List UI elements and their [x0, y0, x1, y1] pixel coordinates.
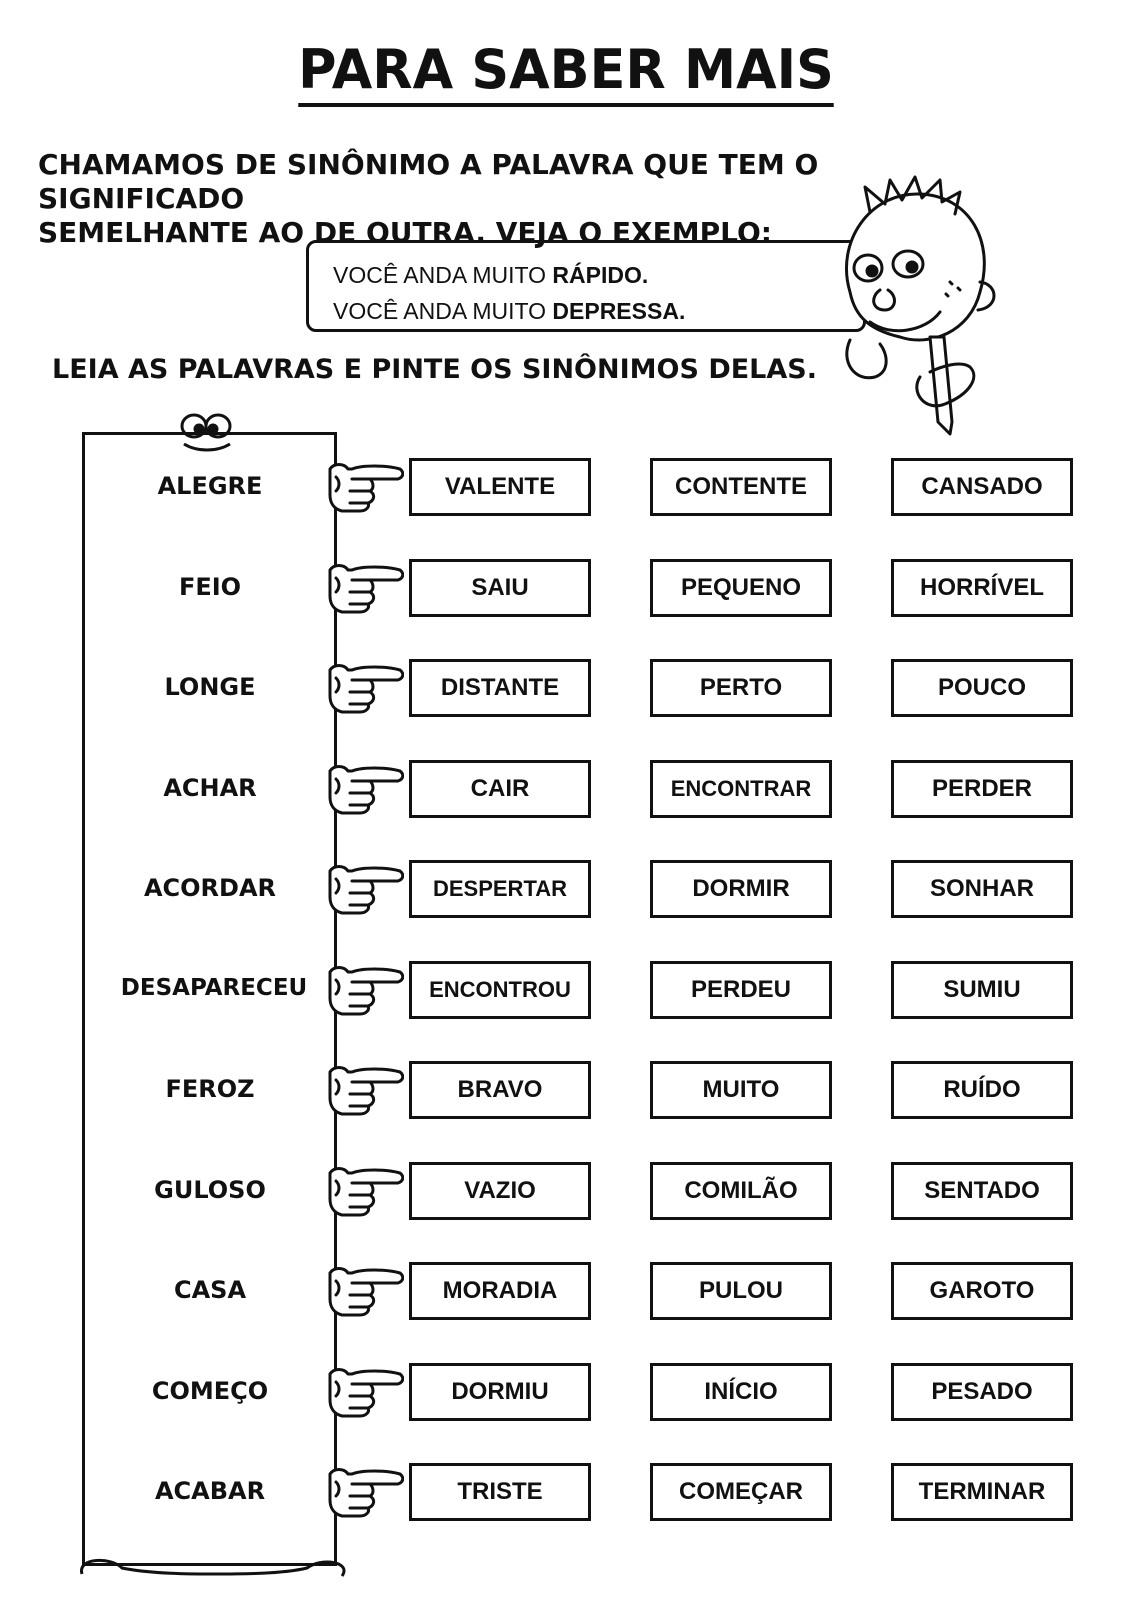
pointing-hand-icon	[326, 459, 404, 513]
pointing-hand-icon	[326, 1464, 404, 1518]
synonym-option-box[interactable]: SONHAR	[891, 860, 1073, 918]
synonym-option-box[interactable]: POUCO	[891, 659, 1073, 717]
pointing-hand-icon	[326, 1062, 404, 1116]
pointing-hand-icon	[326, 1364, 404, 1418]
pointing-hand-icon	[326, 1163, 404, 1217]
target-word: ACORDAR	[143, 874, 277, 902]
synonym-option-box[interactable]: INÍCIO	[650, 1363, 832, 1421]
target-word: FEIO	[178, 572, 242, 601]
intro-line-2: SEMELHANTE AO DE OUTRA. VEJA O EXEMPLO:	[38, 216, 773, 249]
synonym-option-box[interactable]: TERMINAR	[891, 1463, 1073, 1521]
synonym-option-box[interactable]: SUMIU	[891, 961, 1073, 1019]
synonym-option-box[interactable]: PULOU	[650, 1262, 832, 1320]
synonym-option-box[interactable]: DORMIR	[650, 860, 832, 918]
example-line-1-prefix: VOCÊ ANDA MUITO	[333, 262, 553, 288]
synonym-option-box[interactable]: PESADO	[891, 1363, 1073, 1421]
example-line-2-prefix: VOCÊ ANDA MUITO	[333, 298, 553, 324]
target-word: ACABAR	[154, 1477, 266, 1505]
synonym-option-box[interactable]: CONTENTE	[650, 458, 832, 516]
synonym-option-box[interactable]: MUITO	[650, 1061, 832, 1119]
boy-illustration-icon	[830, 172, 1010, 452]
synonym-option-box[interactable]: PERTO	[650, 659, 832, 717]
intro-line-1: CHAMAMOS DE SINÔNIMO A PALAVRA QUE TEM O SIGNIFICADO	[38, 148, 819, 215]
target-word: FEROZ	[165, 1075, 255, 1103]
synonym-option-box[interactable]: VALENTE	[409, 458, 591, 516]
target-word: CASA	[173, 1276, 247, 1304]
synonym-option-box[interactable]: DESPERTAR	[409, 860, 591, 918]
target-word: LONGE	[164, 673, 256, 701]
example-word-2: DEPRESSA.	[552, 298, 686, 324]
pointing-hand-icon	[326, 761, 404, 815]
synonym-option-box[interactable]: DORMIU	[409, 1363, 591, 1421]
synonym-option-box[interactable]: RUÍDO	[891, 1061, 1073, 1119]
target-word: GULOSO	[154, 1175, 266, 1204]
pointing-hand-icon	[326, 861, 404, 915]
synonym-option-box[interactable]: PERDEU	[650, 961, 832, 1019]
synonym-option-box[interactable]: TRISTE	[409, 1463, 591, 1521]
pointing-hand-icon	[326, 660, 404, 714]
synonym-option-box[interactable]: PERDER	[891, 760, 1073, 818]
synonym-option-box[interactable]: CAIR	[409, 760, 591, 818]
synonym-option-box[interactable]: SENTADO	[891, 1162, 1073, 1220]
column-feet-icon	[72, 1552, 352, 1582]
pointing-hand-icon	[326, 560, 404, 614]
synonym-option-box[interactable]: SAIU	[409, 559, 591, 617]
pointing-hand-icon	[326, 962, 404, 1016]
synonym-option-box[interactable]: CANSADO	[891, 458, 1073, 516]
synonym-option-box[interactable]: PEQUENO	[650, 559, 832, 617]
instruction-text: LEIA AS PALAVRAS E PINTE OS SINÔNIMOS DELAS.	[52, 354, 817, 385]
synonym-option-box[interactable]: HORRÍVEL	[891, 559, 1073, 617]
synonym-option-box[interactable]: VAZIO	[409, 1162, 591, 1220]
example-word-1: RÁPIDO.	[552, 262, 649, 288]
pointing-hand-icon	[326, 1263, 404, 1317]
target-word: ALEGRE	[157, 472, 263, 500]
synonym-option-box[interactable]: GAROTO	[891, 1262, 1073, 1320]
page-title	[17, 38, 1115, 101]
example-line-2	[333, 293, 863, 329]
page-title-text: PARA SABER MAIS	[298, 38, 834, 107]
synonym-option-box[interactable]: COMILÃO	[650, 1162, 832, 1220]
synonym-option-box[interactable]: ENCONTROU	[409, 961, 591, 1019]
target-word: COMEÇO	[151, 1376, 269, 1405]
target-word: DESAPARECEU	[120, 974, 308, 1001]
synonym-option-box[interactable]: COMEÇAR	[650, 1463, 832, 1521]
synonym-option-box[interactable]: ENCONTRAR	[650, 760, 832, 818]
example-line-1	[333, 257, 863, 293]
synonym-option-box[interactable]: MORADIA	[409, 1262, 591, 1320]
synonym-option-box[interactable]: BRAVO	[409, 1061, 591, 1119]
synonym-option-box[interactable]: DISTANTE	[409, 659, 591, 717]
example-box	[306, 240, 866, 332]
target-word: ACHAR	[163, 773, 257, 802]
